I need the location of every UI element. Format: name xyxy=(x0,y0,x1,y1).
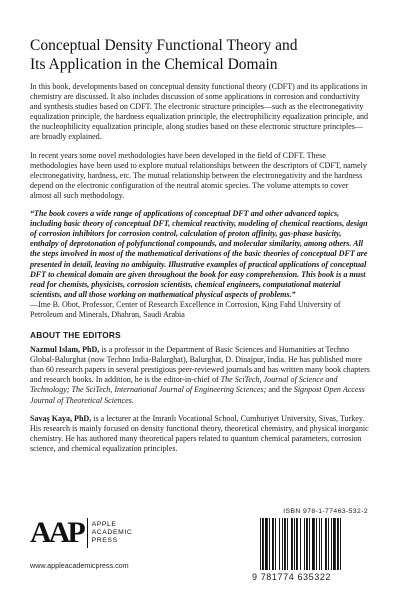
logo-divider xyxy=(87,518,88,548)
barcode-digits: 9 781774 635322 xyxy=(252,572,332,582)
editor-1-journal-2: Signpost Open Access Journal of Theoretical Sciences. xyxy=(30,385,365,405)
editor-2-bio xyxy=(30,414,370,454)
editor-1-bio-a: is a professor in the Department of Basic Sciences and Humanities at Techno Global-Balurghat (now Techno India-Balurghat), Balurghat, D. Dinajpur, India. He has published more than 60 research papers in several prestigious peer-reviewed journals and has written many book chapters and research books. In addition, he is the editor-in-chief of xyxy=(30,345,370,385)
publisher-logo xyxy=(30,518,132,548)
title-line-1: Conceptual Density Functional Theory and xyxy=(30,37,298,54)
title-line-2: Its Application in the Chemical Domain xyxy=(30,56,278,73)
endorsement-attribution: —Ime B. Obot, Professor, Center of Research Excellence in Corrosion, King Fahd University of Petroleum and Minerals, Dhahran, Saudi Arabia xyxy=(30,299,341,319)
publisher-name xyxy=(92,521,133,546)
editor-1-journal-1: The SciTech, Journal of Science and Technology; The SciTech, International Journal of Engineering Sciences; xyxy=(30,375,338,395)
publisher-logo-mark: AAP xyxy=(30,516,83,549)
editor-1-bio-b: and the xyxy=(266,385,294,395)
book-title xyxy=(30,36,370,74)
endorsement-quote: “The book covers a wide range of applications of conceptual DFT and other advanced topics, including basic theory of conceptual DFT, chemical reactivity, modeling of chemical reactions, design of corrosion inhibitors for corrosion control, calculation of proton affinity, gas-phase basicity, enthalpy of deprotonation of polyfunctional compounds, and molecular similarity, among others. All the steps involved in most of the mathematical derivations of the basic theories of conceptual DFT are presented in detail, leaving no ambiguity. Illustrative examples of practical applications of conceptual DFT to chemical domain are given throughout the book for easy comprehension. This book is a must read for chemists, physicists, corrosion scientists, chemical engineers, computational material scientists, and all those working on mathematical physical aspects of problems.” xyxy=(30,209,368,299)
barcode-bars xyxy=(258,518,366,570)
description-paragraph-1: In this book, developments based on conceptual density functional theory (CDFT) and its applications in chemistry are discussed. It also includes discussion of some applications in corrosion and conductivity and synthesis studies based on CDFT. The electronic structure principles—such as the electronegativity equalization principle, the hardness equalization principle, the electrophilicity equalization principle, and the nucleophilicity equalization principle, along studies based on these electronic structure principles—are broadly explained. xyxy=(30,82,369,142)
isbn-barcode xyxy=(252,508,370,588)
description-paragraph-2: In recent years some novel methodologies have been developed in the field of CDFT. These methodologies have been used to explore mutual relationships between the descriptors of CDFT, namely electronegativity, hardness, etc. The mutual relationship between the electronegativity and the hardness depend on the electronic configuration of the neutral atomic species. The volume attempts to cover almost all such methodology. xyxy=(30,150,367,200)
cover-footer xyxy=(30,508,370,598)
publisher-name-line-1: APPLE xyxy=(91,520,117,528)
editors-heading: ABOUT THE EDITORS xyxy=(30,330,121,341)
publisher-name-line-3: PRESS xyxy=(91,537,118,545)
editor-1-bio xyxy=(30,345,370,406)
publisher-name-line-2: ACADEMIC xyxy=(91,528,133,536)
editor-1-name: Nazmul Islam, PhD, xyxy=(30,345,100,355)
isbn-label: ISBN 978-1-77463-532-2 xyxy=(283,508,368,515)
publisher-url[interactable]: www.appleacademicpress.com xyxy=(30,561,129,570)
editor-2-name: Savaş Kaya, PhD, xyxy=(30,413,92,423)
editor-2-bio-text: is a lecturer at the Imranlı Vocational School, Cumhuriyet University, Sivas, Turkey. His research is mainly focused on density functional theory, theoretical chemistry, and physical inorganic chemistry. He has authored many theoretical papers related to quantum chemical parameters, corrosion science, and chemical equalization principles. xyxy=(30,413,369,453)
